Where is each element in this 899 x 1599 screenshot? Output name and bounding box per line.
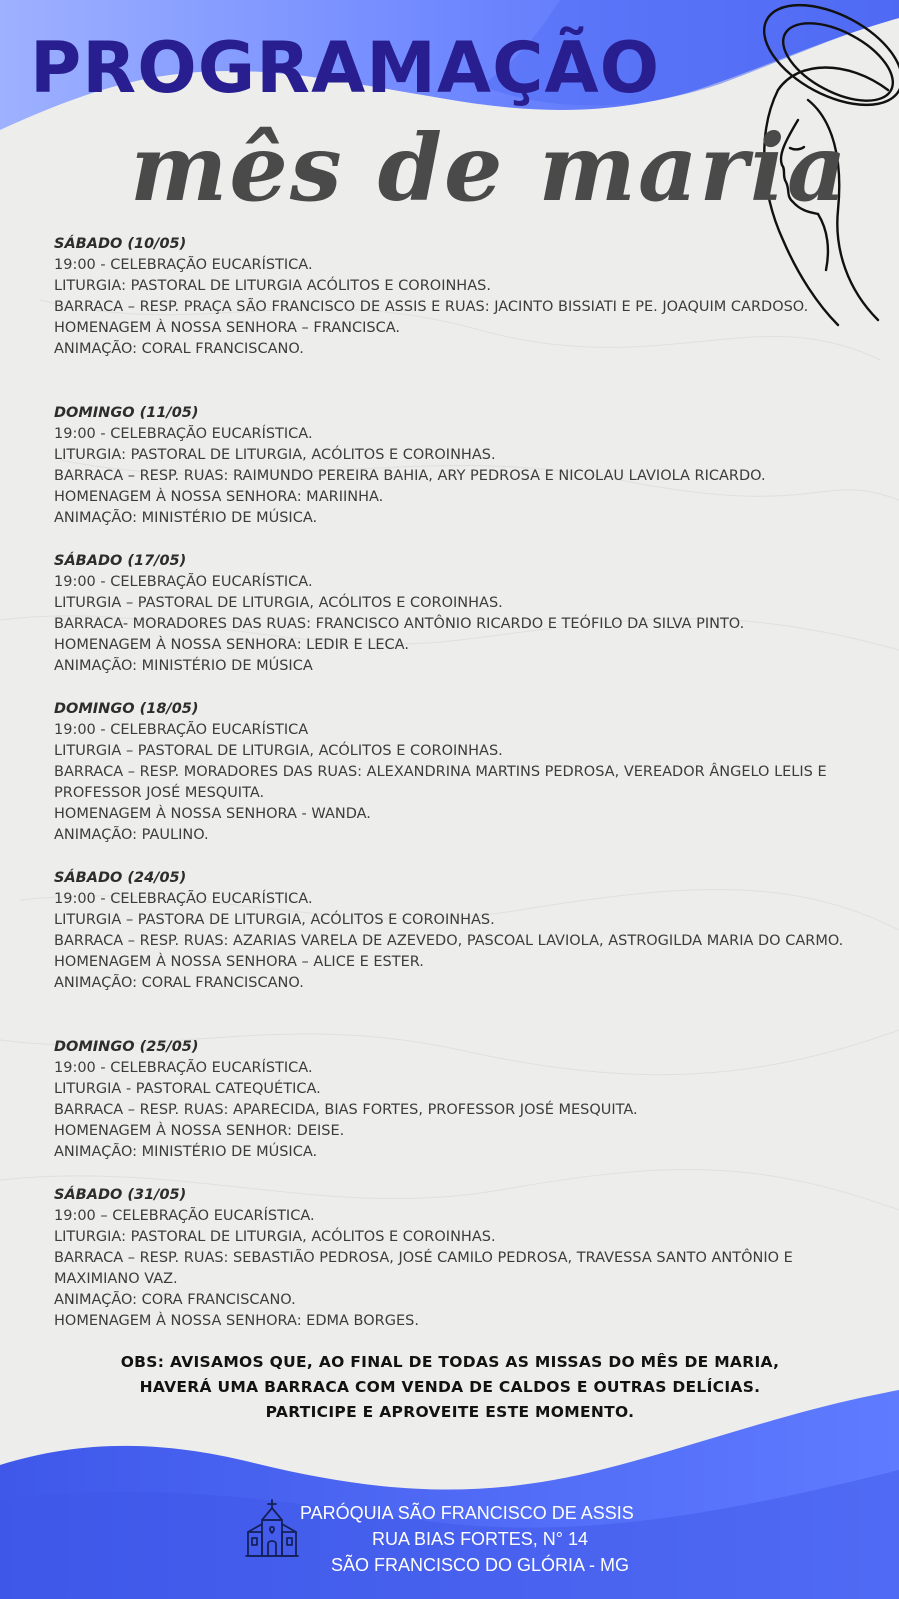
day-line: LITURGIA – PASTORA DE LITURGIA, ACÓLITOS E COROINHAS. bbox=[54, 912, 495, 928]
schedule-day bbox=[54, 1185, 864, 1354]
schedule-day bbox=[54, 234, 864, 403]
day-title: DOMINGO (18/05) bbox=[54, 701, 199, 717]
notice-line: HAVERÁ UMA BARRACA COM VENDA DE CALDOS E OUTRAS DELÍCIAS. bbox=[139, 1378, 761, 1396]
day-line: BARRACA – RESP. RUAS: RAIMUNDO PEREIRA BAHIA, ARY PEDROSA E NICOLAU LAVIOLA RICARDO. bbox=[54, 468, 766, 484]
day-title: SÁBADO (24/05) bbox=[54, 870, 187, 886]
day-title: SÁBADO (10/05) bbox=[54, 236, 187, 252]
day-title: SÁBADO (17/05) bbox=[54, 553, 187, 569]
day-line: 19:00 - CELEBRAÇÃO EUCARÍSTICA. bbox=[54, 1060, 313, 1076]
page-title: PROGRAMAÇÃO bbox=[30, 27, 661, 109]
day-line: BARRACA- MORADORES DAS RUAS: FRANCISCO ANTÔNIO RICARDO E TEÓFILO DA SILVA PINTO. bbox=[54, 616, 745, 632]
day-line: BARRACA – RESP. RUAS: SEBASTIÃO PEDROSA, JOSÉ CAMILO PEDROSA, TRAVESSA SANTO ANTÔNIO E MAXIMIANO VAZ. bbox=[54, 1250, 793, 1287]
parish-name: PARÓQUIA SÃO FRANCISCO DE ASSIS bbox=[300, 1503, 634, 1523]
day-title: SÁBADO (31/05) bbox=[54, 1187, 187, 1203]
day-line: 19:00 – CELEBRAÇÃO EUCARÍSTICA. bbox=[54, 1208, 315, 1224]
day-line: 19:00 - CELEBRAÇÃO EUCARÍSTICA. bbox=[54, 574, 313, 590]
schedule-day bbox=[54, 868, 864, 1037]
schedule-day bbox=[54, 699, 864, 868]
day-line: ANIMAÇÃO: CORA FRANCISCANO. bbox=[54, 1292, 296, 1308]
day-line: HOMENAGEM À NOSSA SENHORA - WANDA. bbox=[54, 806, 371, 822]
day-line: ANIMAÇÃO: PAULINO. bbox=[54, 827, 209, 843]
day-line: BARRACA – RESP. MORADORES DAS RUAS: ALEXANDRINA MARTINS PEDROSA, VEREADOR ÂNGELO LELIS E PROFESSOR JOSÉ MESQUITA. bbox=[54, 764, 827, 801]
day-line: HOMENAGEM À NOSSA SENHOR: DEISE. bbox=[54, 1123, 345, 1139]
day-line: HOMENAGEM À NOSSA SENHORA: EDMA BORGES. bbox=[54, 1313, 419, 1329]
day-line: LITURGIA – PASTORAL DE LITURGIA, ACÓLITOS E COROINHAS. bbox=[54, 743, 503, 759]
parish-address: RUA BIAS FORTES, N° 14 bbox=[372, 1529, 588, 1549]
day-line: 19:00 - CELEBRAÇÃO EUCARÍSTICA. bbox=[54, 426, 313, 442]
day-line: LITURGIA: PASTORAL DE LITURGIA, ACÓLITOS E COROINHAS. bbox=[54, 1229, 496, 1245]
day-line: ANIMAÇÃO: MINISTÉRIO DE MÚSICA. bbox=[54, 1144, 318, 1160]
day-line: LITURGIA – PASTORAL DE LITURGIA, ACÓLITOS E COROINHAS. bbox=[54, 595, 503, 611]
day-line: 19:00 - CELEBRAÇÃO EUCARÍSTICA bbox=[54, 722, 309, 738]
parish-footer bbox=[300, 1500, 660, 1578]
day-line: ANIMAÇÃO: CORAL FRANCISCANO. bbox=[54, 341, 304, 357]
day-line: HOMENAGEM À NOSSA SENHORA: MARIINHA. bbox=[54, 489, 384, 505]
day-line: 19:00 - CELEBRAÇÃO EUCARÍSTICA. bbox=[54, 891, 313, 907]
day-line: BARRACA – RESP. PRAÇA SÃO FRANCISCO DE ASSIS E RUAS: JACINTO BISSIATI E PE. JOAQUIM CARDOSO. bbox=[54, 299, 809, 315]
day-title: DOMINGO (11/05) bbox=[54, 405, 199, 421]
day-line: BARRACA – RESP. RUAS: APARECIDA, BIAS FORTES, PROFESSOR JOSÉ MESQUITA. bbox=[54, 1102, 638, 1118]
notice bbox=[60, 1350, 840, 1425]
church-icon bbox=[244, 1498, 300, 1560]
notice-line: OBS: AVISAMOS QUE, AO FINAL DE TODAS AS MISSAS DO MÊS DE MARIA, bbox=[120, 1353, 780, 1371]
day-line: ANIMAÇÃO: CORAL FRANCISCANO. bbox=[54, 975, 304, 991]
day-line: BARRACA – RESP. RUAS: AZARIAS VARELA DE AZEVEDO, PASCOAL LAVIOLA, ASTROGILDA MARIA DO CARMO. bbox=[54, 933, 844, 949]
schedule-day bbox=[54, 551, 864, 699]
schedule-list bbox=[54, 234, 864, 1354]
day-line: HOMENAGEM À NOSSA SENHORA – FRANCISCA. bbox=[54, 320, 401, 336]
schedule-day bbox=[54, 1037, 864, 1185]
page-subtitle: mês de maria bbox=[130, 114, 849, 222]
schedule-day bbox=[54, 403, 864, 551]
day-line: HOMENAGEM À NOSSA SENHORA: LEDIR E LECA. bbox=[54, 637, 409, 653]
day-line: LITURGIA: PASTORAL DE LITURGIA, ACÓLITOS E COROINHAS. bbox=[54, 447, 496, 463]
day-line: LITURGIA: PASTORAL DE LITURGIA ACÓLITOS E COROINHAS. bbox=[54, 278, 491, 294]
day-title: DOMINGO (25/05) bbox=[54, 1039, 199, 1055]
day-line: HOMENAGEM À NOSSA SENHORA – ALICE E ESTER. bbox=[54, 954, 424, 970]
day-line: ANIMAÇÃO: MINISTÉRIO DE MÚSICA. bbox=[54, 510, 318, 526]
parish-city: SÃO FRANCISCO DO GLÓRIA - MG bbox=[330, 1555, 630, 1575]
day-line: ANIMAÇÃO: MINISTÉRIO DE MÚSICA bbox=[54, 658, 313, 674]
notice-line: PARTICIPE E APROVEITE ESTE MOMENTO. bbox=[265, 1403, 635, 1421]
day-line: LITURGIA - PASTORAL CATEQUÉTICA. bbox=[54, 1081, 321, 1097]
day-line: 19:00 - CELEBRAÇÃO EUCARÍSTICA. bbox=[54, 257, 313, 273]
